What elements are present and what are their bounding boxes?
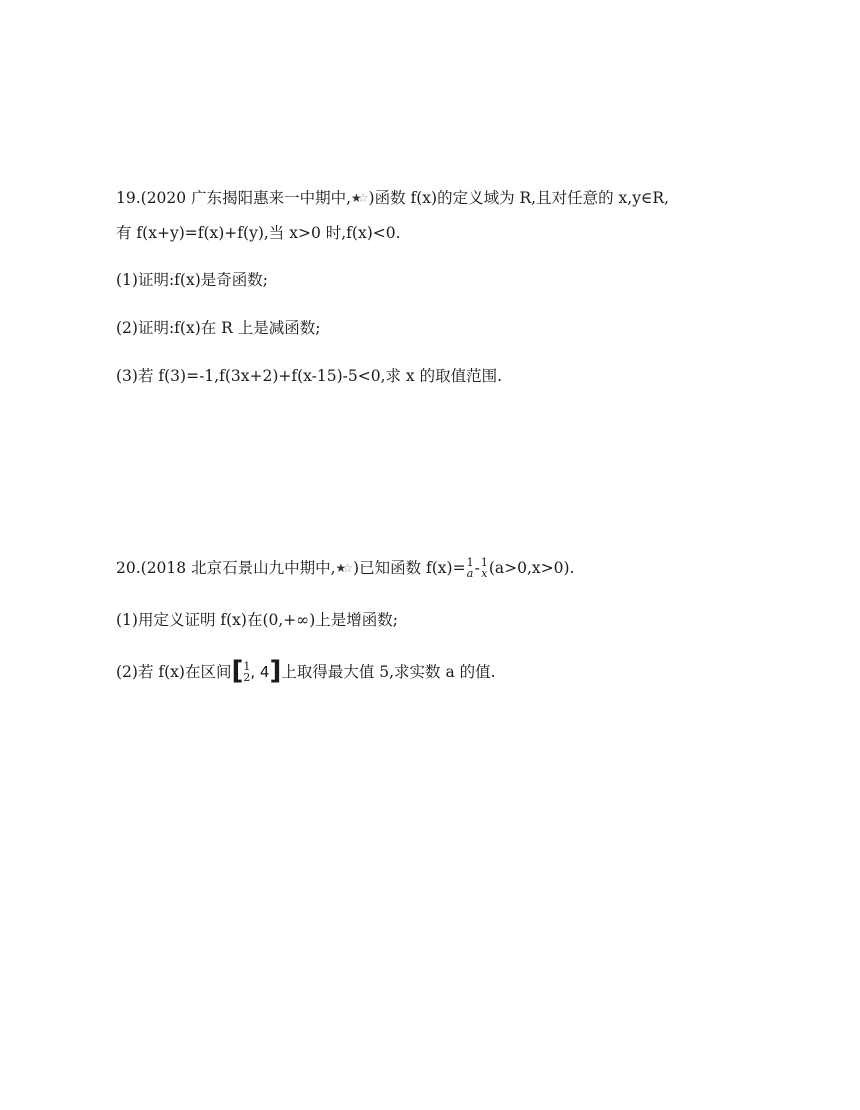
q19-part1: (1)证明:f(x)是奇函数; xyxy=(116,271,268,289)
difficulty-star-icon: ★☆ xyxy=(351,191,365,205)
q20-part2 xyxy=(116,656,496,686)
q19-stem-text: )函数 f(x)的定义域为 R,且对任意的 x,y∈R, xyxy=(368,189,670,207)
minus-sign: - xyxy=(474,559,480,577)
fraction-one-half: 1 2 xyxy=(243,660,251,684)
interval-right-bracket: ] xyxy=(269,656,282,686)
q20-part1: (1)用定义证明 f(x)在(0,+∞)上是增函数; xyxy=(116,611,398,629)
q19-line2: 有 f(x+y)=f(x)+f(y),当 x>0 时,f(x)<0. xyxy=(116,224,401,242)
difficulty-star-icon: ★☆ xyxy=(335,561,350,575)
fraction-one-over-x: 1 x xyxy=(480,556,488,580)
q20-condition: (a>0,x>0). xyxy=(488,559,575,577)
q19-prefix: 19.(2020 广东揭阳惠来一中期中, xyxy=(116,189,351,207)
q20-stem-text: )已知函数 f(x)= xyxy=(353,559,466,577)
q19-part2: (2)证明:f(x)在 R 上是减函数; xyxy=(116,319,321,337)
interval-left-bracket: [ xyxy=(231,656,244,686)
q19-line1 xyxy=(116,188,669,208)
q20-line1 xyxy=(116,558,574,580)
q20-part2-prefix: (2)若 f(x)在区间 xyxy=(116,663,232,681)
interval-upper-bound: , 4 xyxy=(250,663,270,681)
fraction-one-over-a: 1 a xyxy=(466,556,474,580)
q20-part2-suffix: 上取得最大值 5,求实数 a 的值. xyxy=(281,663,496,681)
q19-part3: (3)若 f(3)=-1,f(3x+2)+f(x-15)-5<0,求 x 的取值范围. xyxy=(116,367,503,385)
q20-prefix: 20.(2018 北京石景山九中期中, xyxy=(116,559,336,577)
